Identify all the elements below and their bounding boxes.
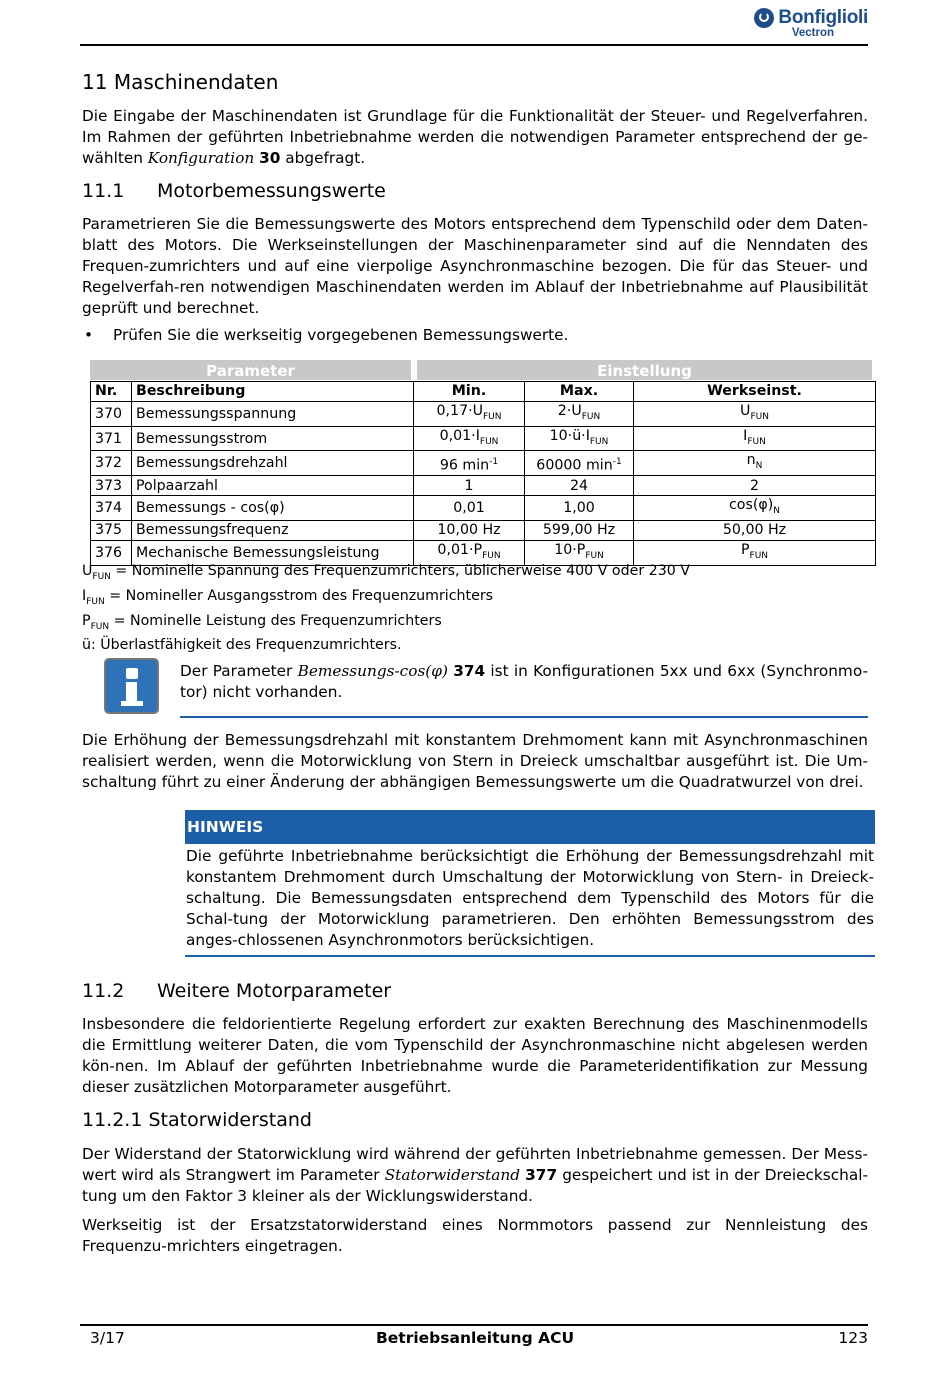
statorwiderstand-para-2: Werkseitig ist der Ersatzstatorwiderstand eines Normmotors passend zur Nennleistung des Frequenzu-mrichters eingetragen. <box>82 1216 868 1255</box>
drehzahl-para: Die Erhöhung der Bemessungsdrehzahl mit konstantem Drehmoment kann mit Asynchronmaschinen realisiert werden, wenn die Motorwicklung von Stern in Dreieck umschaltbar ausgeführt ist. Die Um-schaltung führt zu einer Änderung der abhängigen Bemessungswerte um die Quadratwurzel von drei. <box>82 731 868 791</box>
cell-value: Polpaarzahl <box>136 477 218 494</box>
section-11-2-para: Insbesondere die feldorientierte Regelung erfordert zur exakten Berechnung des Maschinenmodells die Ermittlung weiterer Daten, die vom Typenschild der Asynchronmaschine nicht abgelesen werden kön-nen. Im Ablauf der geführten Inbetriebnahme wurde die Parameteridentifikation zur Messung dieser zusätzlichen Motorparameter ausgeführt. <box>82 1015 868 1096</box>
note-u <box>82 562 690 587</box>
cell-value: 50,00 Hz <box>722 522 787 539</box>
section-11-2-heading <box>82 980 391 1002</box>
note-symbol: U <box>82 563 93 579</box>
table-cell-nr <box>91 426 132 451</box>
cell-value: 599,00 Hz <box>542 522 616 539</box>
note-i <box>82 587 690 612</box>
cell-value: 0,01·P <box>437 541 483 558</box>
table-cell-desc <box>132 426 414 451</box>
note-ue: ü: Überlastfähigkeit des Frequenzumrichters. <box>82 637 402 654</box>
header-rule <box>80 44 868 46</box>
table-cell-max <box>525 496 634 521</box>
table-row <box>91 476 876 496</box>
col-max: Max. <box>525 382 634 402</box>
table-cell-max <box>525 451 634 476</box>
table-cell-min <box>414 426 525 451</box>
table-cell-def <box>634 520 876 540</box>
note-text: = Nomineller Ausgangsstrom des Frequenzumrichters <box>104 587 494 604</box>
footer-left: 3/17 <box>90 1329 125 1347</box>
table-cell-def <box>634 451 876 476</box>
table-cell-def <box>634 426 876 451</box>
param-name: Konfiguration <box>147 149 255 167</box>
table-cell-desc <box>132 476 414 496</box>
cell-value: 372 <box>95 455 123 472</box>
note-text: = Nominelle Leistung des Frequenzumrichters <box>109 612 442 629</box>
table-cell-max <box>525 401 634 426</box>
brand-logo <box>754 7 868 39</box>
cell-value: 2·U <box>557 402 582 419</box>
table-cell-desc <box>132 496 414 521</box>
cell-value: 0,01 <box>453 499 485 516</box>
cell-value: 1 <box>464 477 474 494</box>
col-desc: Beschreibung <box>132 382 414 402</box>
cell-subscript: FUN <box>479 436 499 447</box>
cell-value: 96 min <box>439 457 490 474</box>
hinweis-bar <box>185 810 875 844</box>
intro-text-end: abgefragt. <box>280 149 366 167</box>
cell-value: Bemessungs - cos(φ) <box>136 499 285 516</box>
note-sub: FUN <box>92 571 111 582</box>
cell-value: Bemessungsfrequenz <box>136 522 289 539</box>
cell-value: 10,00 Hz <box>437 522 501 539</box>
table-cell-max <box>525 476 634 496</box>
brand-sub: Vectron <box>791 27 834 39</box>
table-cell-def <box>634 401 876 426</box>
cell-value: n <box>746 452 756 469</box>
cell-subscript: FUN <box>581 411 601 422</box>
param-name: Bemessungs-cos(φ) <box>297 662 448 680</box>
section-number: 11 <box>82 70 108 94</box>
footer-rule <box>80 1324 868 1326</box>
param-name: Statorwiderstand <box>384 1166 521 1184</box>
cell-subscript: FUN <box>589 436 609 447</box>
param-number: 374 <box>453 662 486 680</box>
cell-subscript: FUN <box>585 550 604 561</box>
param-number: 30 <box>259 149 281 167</box>
param-number: 377 <box>525 1166 558 1184</box>
section-title: Maschinendaten <box>113 70 279 94</box>
cell-subscript: FUN <box>749 550 769 561</box>
note-sub: FUN <box>86 596 105 607</box>
section-title: Motorbemessungswerte <box>157 180 386 202</box>
table-notes <box>82 562 690 655</box>
table-cell-nr <box>91 476 132 496</box>
table-cell-min <box>414 401 525 426</box>
table-row <box>91 401 876 426</box>
info-text <box>180 661 868 703</box>
cell-value: 373 <box>95 477 123 494</box>
table-cell-max <box>525 520 634 540</box>
cell-value: 0,01·I <box>439 427 480 444</box>
hinweis-text: Die geführte Inbetriebnahme berücksichtigt die Erhöhung der Bemessungsdrehzahl mit konstantem Drehmoment durch Umschaltung der Motorwicklung von Stern- in Dreieck-schaltung. Die Bemessungsdaten entsprechend dem Typenschild des Motors für die Schal-tung der Motorwicklung parametrieren. Den erhöhten Bemessungsstrom des anges-chlossenen Asynchronmotors berücksichtigen. <box>186 847 874 949</box>
table-group-einstellung: Einstellung <box>417 360 872 380</box>
cell-subscript: FUN <box>747 436 766 447</box>
section-11-1-para: Parametrieren Sie die Bemessungswerte des Motors entsprechend dem Typenschild oder dem Daten-blatt des Motors. Die Werkseinstellungen der Maschinenparameter sind auf die Nenndaten des Frequen-zumrichters und auf eine vierpolige Asynchronmaschine bezogen. Die für das Steuer- und Regelverfah-ren notwendigen Maschinendaten werden im Ablauf der Inbetriebnahme auf Plausibilität geprüft und berechnet. <box>82 215 868 317</box>
bonfiglioli-logo-icon <box>754 8 774 28</box>
para-text-end: gespeichert und ist in der Dreieckschal-tung um den Faktor 3 kleiner als der Wicklungswiderstand. <box>82 1166 869 1205</box>
hinweis-rule <box>185 955 875 957</box>
info-text-start: Der Parameter <box>180 662 298 680</box>
brand-name: Bonfiglioli <box>778 7 868 28</box>
cell-value: Mechanische Bemessungsleistung <box>136 544 380 561</box>
bullet-icon: • <box>84 326 94 344</box>
cell-value: 375 <box>95 522 123 539</box>
table-cell-def <box>634 496 876 521</box>
table-cell-min <box>414 476 525 496</box>
footer-title: Betriebsanleitung ACU <box>375 1329 575 1347</box>
section-11-heading <box>82 70 278 94</box>
section-title: Weitere Motorparameter <box>157 980 392 1002</box>
para-text: Der Widerstand der Statorwicklung wird während der geführten Inbetriebnahme gemessen. Der Mess-wert wird als Strangwert im Parameter <box>82 1145 868 1184</box>
table-cell-max <box>525 426 634 451</box>
cell-value: 370 <box>95 405 123 422</box>
note-symbol: I <box>82 587 87 604</box>
table-cell-desc <box>132 401 414 426</box>
cell-superscript: -1 <box>489 456 499 467</box>
cell-value: 60000 min <box>536 457 613 474</box>
hinweis-label: HINWEIS <box>187 818 264 836</box>
note-sub: FUN <box>90 621 110 632</box>
info-rule <box>180 716 868 718</box>
section-number: 11.2 <box>82 980 125 1002</box>
cell-value: U <box>740 402 751 419</box>
section-11-intro <box>82 106 868 169</box>
table-row <box>91 451 876 476</box>
info-text-end: ist in Konfigurationen 5xx und 6xx (Synchronmo-tor) nicht vorhanden. <box>180 662 868 701</box>
statorwiderstand-para-1 <box>82 1144 868 1207</box>
intro-text: Die Eingabe der Maschinendaten ist Grundlage für die Funktionalität der Steuer- und Regelverfahren. Im Rahmen der geführten Inbetriebnahme werden die notwendigen Parameter entsprechend der ge-wählten <box>82 107 868 167</box>
table-cell-nr <box>91 520 132 540</box>
table-cell-min <box>414 496 525 521</box>
cell-value: Bemessungsspannung <box>136 405 297 422</box>
cell-value: I <box>743 427 748 444</box>
cell-subscript: FUN <box>482 411 502 422</box>
table-row <box>91 496 876 521</box>
info-icon <box>104 658 159 714</box>
cell-subscript: N <box>755 461 763 472</box>
table-cell-desc <box>132 520 414 540</box>
table-row <box>91 520 876 540</box>
section-11-2-1-heading <box>82 1109 312 1131</box>
table-cell-def <box>634 476 876 496</box>
col-nr: Nr. <box>91 382 132 402</box>
cell-value: 374 <box>95 499 123 516</box>
table-row <box>91 426 876 451</box>
table-cell-desc <box>132 451 414 476</box>
cell-value: 24 <box>569 477 589 494</box>
col-default: Werkseinst. <box>634 382 876 402</box>
table-cell-nr <box>91 401 132 426</box>
cell-value: 2 <box>749 477 760 494</box>
section-number: 11.2.1 <box>82 1109 143 1131</box>
section-title: Statorwiderstand <box>148 1109 312 1131</box>
cell-value: cos(φ) <box>728 497 774 514</box>
cell-value: 371 <box>95 430 123 447</box>
cell-subscript: FUN <box>750 411 769 422</box>
parameter-table <box>90 381 876 566</box>
cell-subscript: FUN <box>482 550 501 561</box>
table-cell-min <box>414 451 525 476</box>
table-group-parameter: Parameter <box>90 360 411 380</box>
table-cell-nr <box>91 496 132 521</box>
section-number: 11.1 <box>82 180 125 202</box>
footer-page-number: 123 <box>838 1329 868 1347</box>
cell-value: 376 <box>95 544 123 561</box>
table-header-row <box>91 382 876 402</box>
cell-value: Bemessungsstrom <box>136 430 268 447</box>
table-cell-nr <box>91 451 132 476</box>
cell-value: 0,17·U <box>436 402 483 419</box>
cell-value: 10·P <box>554 541 586 558</box>
cell-value: Bemessungsdrehzahl <box>136 455 288 472</box>
cell-subscript: N <box>773 505 781 516</box>
table-cell-min <box>414 520 525 540</box>
cell-value: 1,00 <box>563 499 595 516</box>
cell-value: P <box>740 541 750 558</box>
col-min: Min. <box>414 382 525 402</box>
bullet-text: Prüfen Sie die werkseitig vorgegebenen Bemessungswerte. <box>113 326 569 344</box>
cell-superscript: -1 <box>612 456 622 467</box>
cell-value: 10·ü·I <box>549 427 590 444</box>
note-p <box>82 612 690 637</box>
note-text: = Nominelle Spannung des Frequenzumrichters, üblicherweise 400 V oder 230 V <box>110 563 690 579</box>
section-11-1-heading <box>82 180 386 202</box>
bullet-item <box>84 326 568 344</box>
note-symbol: P <box>82 612 91 629</box>
